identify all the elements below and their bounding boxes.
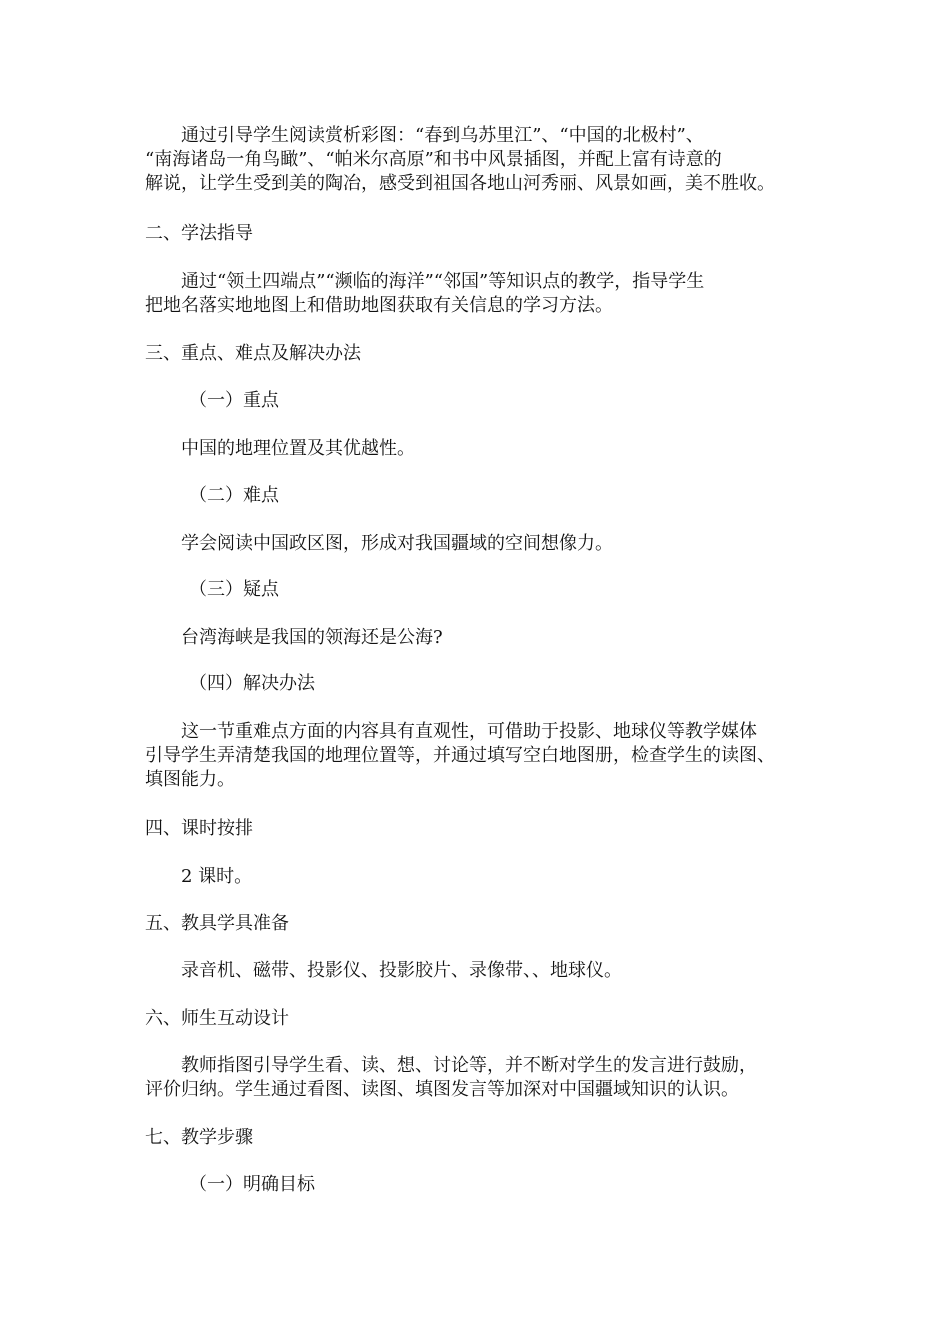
key-point-text: 中国的地理位置及其优越性。 xyxy=(181,438,415,459)
subheading-objectives: （一）明确目标 xyxy=(189,1174,315,1195)
doubt-text: 台湾海峡是我国的领海还是公海? xyxy=(181,627,443,648)
section-heading-study-methods: 二、学法指导 xyxy=(145,223,253,244)
class-hours-text: 2 课时。 xyxy=(181,866,253,887)
study-methods-paragraph xyxy=(145,270,810,318)
study-methods-line-1: 通过“领土四端点”“濒临的海洋”“邻国”等知识点的教学，指导学生 xyxy=(181,271,705,292)
solution-line-1: 这一节重难点方面的内容具有直观性，可借助于投影、地球仪等教学媒体 xyxy=(181,721,757,742)
section-heading-key-points: 三、重点、难点及解决办法 xyxy=(145,343,361,364)
solution-line-2: 引导学生弄清楚我国的地理位置等，并通过填写空白地图册，检查学生的读图、 xyxy=(145,745,775,766)
interaction-line-2: 评价归纳。学生通过看图、读图、填图发言等加深对中国疆域知识的认识。 xyxy=(145,1079,739,1100)
interaction-line-1: 教师指图引导学生看、读、想、讨论等，并不断对学生的发言进行鼓励， xyxy=(181,1055,757,1076)
subheading-key-point: （一）重点 xyxy=(189,390,279,411)
intro-line-1: 通过引导学生阅读赏析彩图：“春到乌苏里江”、“中国的北极村”、 xyxy=(181,125,704,146)
subheading-doubt: （三）疑点 xyxy=(189,579,279,600)
intro-line-2: “南海诸岛一角鸟瞰”、“帕米尔高原”和书中风景插图，并配上富有诗意的 xyxy=(145,149,722,170)
subheading-solution: （四）解决办法 xyxy=(189,673,315,694)
intro-paragraph xyxy=(145,124,810,196)
section-heading-class-hours: 四、课时按排 xyxy=(145,818,253,839)
study-methods-line-2: 把地名落实地地图上和借助地图获取有关信息的学习方法。 xyxy=(145,295,613,316)
difficulty-text: 学会阅读中国政区图，形成对我国疆域的空间想像力。 xyxy=(181,533,613,554)
interaction-paragraph xyxy=(145,1054,810,1102)
solution-paragraph xyxy=(145,720,810,792)
section-heading-teaching-steps: 七、教学步骤 xyxy=(145,1127,253,1148)
teaching-aids-text: 录音机、磁带、投影仪、投影胶片、录像带、、地球仪。 xyxy=(181,960,622,981)
section-heading-interaction: 六、师生互动设计 xyxy=(145,1008,289,1029)
subheading-difficulty: （二）难点 xyxy=(189,485,279,506)
section-heading-teaching-aids: 五、教具学具准备 xyxy=(145,913,289,934)
intro-line-3: 解说，让学生受到美的陶冶，感受到祖国各地山河秀丽、风景如画，美不胜收。 xyxy=(145,173,775,194)
solution-line-3: 填图能力。 xyxy=(145,769,235,790)
